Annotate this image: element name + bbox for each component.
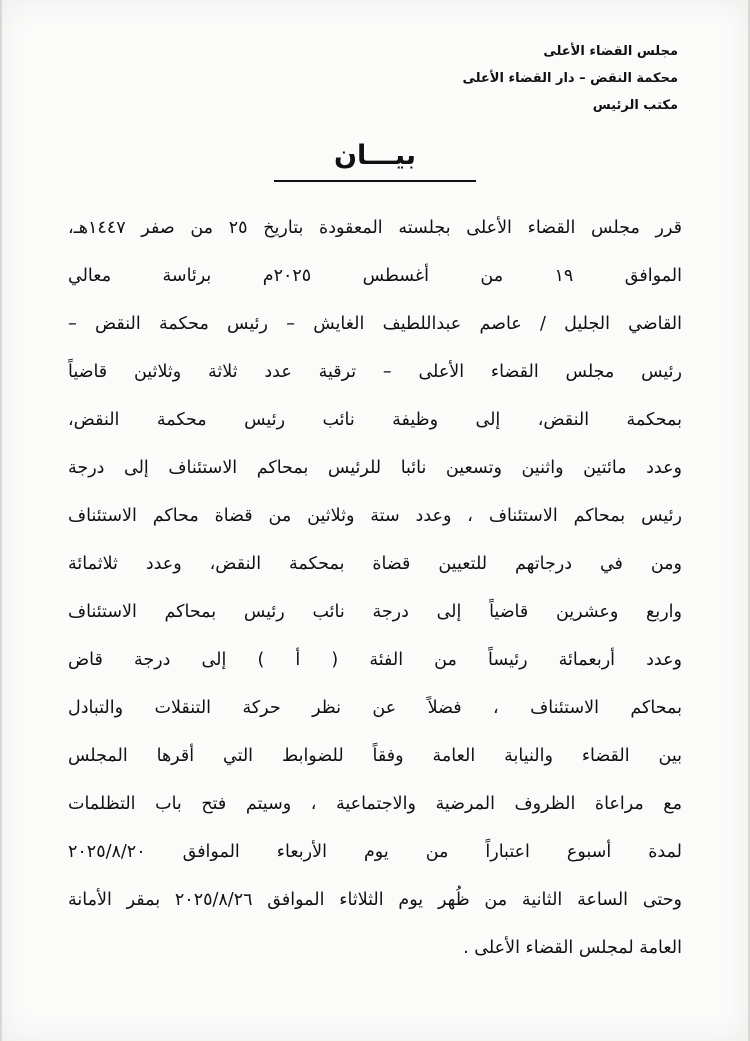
body-line: واربع وعشرين قاضياً إلى درجة نائب رئيس بمحاكم الاستئناف — [68, 602, 682, 622]
letterhead — [462, 38, 678, 119]
letterhead-council: مجلس القضاء الأعلى — [543, 44, 678, 59]
body-line: العامة لمجلس القضاء الأعلى . — [463, 938, 682, 958]
document-page — [2, 0, 748, 1041]
body-line: وحتى الساعة الثانية من ظُهر يوم الثلاثاء الموافق ٢٠٢٥/٨/٢٦ بمقر الأمانة — [68, 890, 682, 910]
body-line: وعدد أربعمائة رئيساً من الفئة ( أ ) إلى درجة قاض — [68, 650, 682, 670]
title-underline — [274, 180, 476, 182]
body-line: لمدة أسبوع اعتباراً من يوم الأربعاء الموافق ٢٠٢٥/٨/٢٠ — [68, 842, 682, 862]
body-line: مع مراعاة الظروف المرضية والاجتماعية ، وسيتم فتح باب التظلمات — [68, 794, 682, 814]
document-title: بيـــان — [333, 140, 417, 171]
body-line: بمحكمة النقض، إلى وظيفة نائب رئيس محكمة النقض، — [68, 410, 682, 430]
body-line: قرر مجلس القضاء الأعلى بجلسته المعقودة بتاريخ ٢٥ من صفر ١٤٤٧هـ، — [68, 218, 682, 238]
statement-body — [68, 204, 682, 972]
body-line: ومن في درجاتهم للتعيين قضاة بمحكمة النقض، وعدد ثلاثمائة — [68, 554, 682, 574]
body-line: رئيس بمحاكم الاستئناف ، وعدد ستة وثلاثين من قضاة محاكم الاستئناف — [68, 506, 682, 526]
body-line: بين القضاء والنيابة العامة وفقاً للضوابط التي أقرها المجلس — [68, 746, 682, 766]
body-line: وعدد مائتين واثنين وتسعين نائبا للرئيس بمحاكم الاستئناف إلى درجة — [68, 458, 682, 478]
body-line: بمحاكم الاستئناف ، فضلاً عن نظر حركة التنقلات والتبادل — [68, 698, 682, 718]
body-line: رئيس مجلس القضاء الأعلى – ترقية عدد ثلاثة وثلاثين قاضياً — [68, 362, 682, 382]
body-line: القاضي الجليل / عاصم عبداللطيف الغايش – رئيس محكمة النقض – — [68, 314, 682, 334]
body-line: الموافق ١٩ من أغسطس ٢٠٢٥م برئاسة معالي — [68, 266, 682, 286]
letterhead-office: مكتب الرئيس — [592, 98, 678, 113]
letterhead-court: محكمة النقض – دار القضاء الأعلى — [462, 71, 678, 86]
